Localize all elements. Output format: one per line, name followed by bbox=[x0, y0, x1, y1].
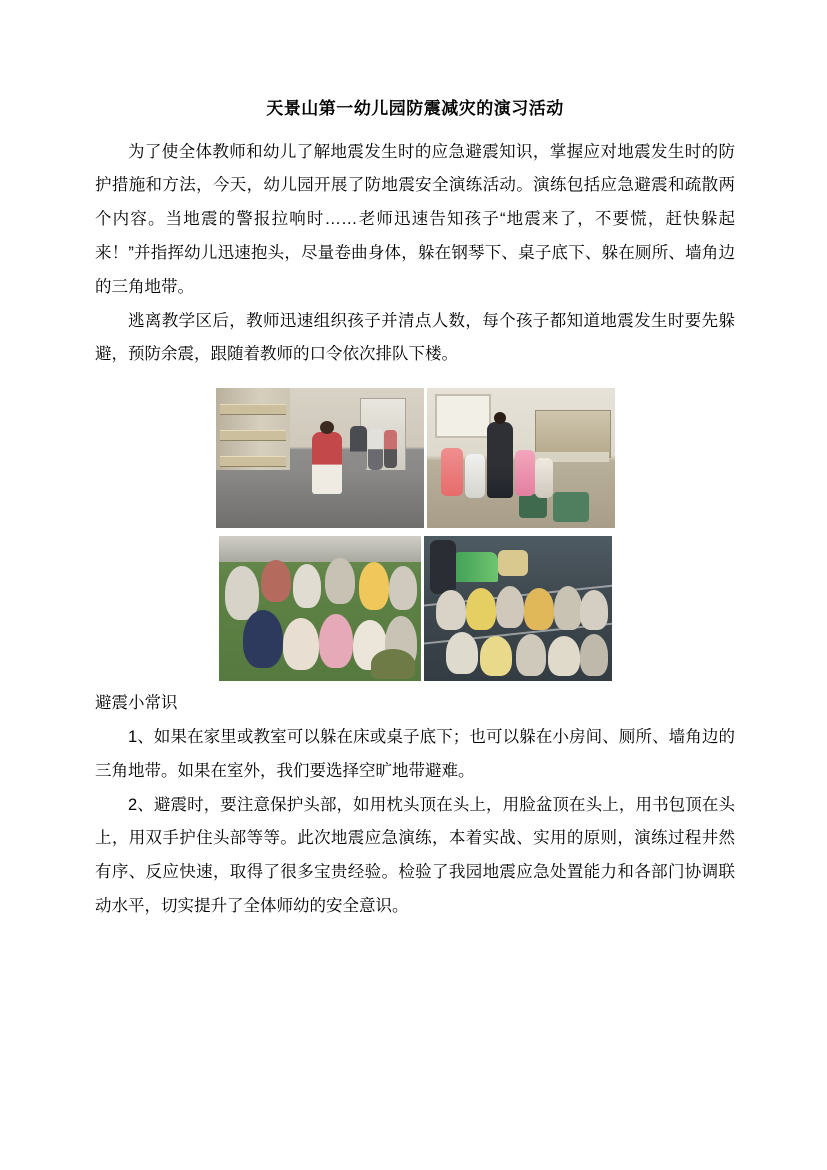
child-figure bbox=[325, 558, 355, 604]
tip-item-1: 1、如果在家里或教室可以躲在床或桌子底下；也可以躲在小房间、厕所、墙角边的三角地带。如果在室外，我们要选择空旷地带避难。 bbox=[95, 728, 735, 780]
shelf-unit bbox=[220, 456, 286, 467]
photo-row-bottom bbox=[95, 536, 735, 681]
child-figure bbox=[580, 634, 608, 676]
teacher-figure bbox=[487, 422, 513, 498]
photo-indoor-crouching bbox=[219, 536, 421, 681]
paragraph-1: 为了使全体教师和幼儿了解地震发生时的应急避震知识，掌握应对地震发生时的防护措施和方法，今天，幼儿园开展了防地震安全演练活动。演练包括应急避震和疏散两个内容。当地震的警报拉响时……老师迅速告知孩子“地震来了，不要慌，赶快躲起来！”并指挥幼儿迅速抱头，尽量卷曲身体，躲在钢琴下、桌子底下、躲在厕所、墙角边的三角地带。 bbox=[95, 142, 735, 296]
child-figure bbox=[436, 590, 466, 630]
child-figure bbox=[480, 636, 512, 676]
shelf-unit bbox=[220, 404, 286, 415]
child-figure bbox=[283, 618, 319, 670]
child-figure bbox=[496, 586, 524, 628]
photo-row-top bbox=[95, 388, 735, 528]
child-figure bbox=[243, 610, 283, 668]
indoor-wall bbox=[219, 536, 421, 562]
child-figure bbox=[446, 632, 478, 674]
child-figure bbox=[548, 636, 580, 676]
classroom-chair bbox=[553, 492, 589, 522]
teacher-figure bbox=[430, 540, 456, 594]
child-figure bbox=[389, 566, 417, 610]
document-body bbox=[95, 96, 735, 924]
child-figure bbox=[466, 588, 496, 630]
child-figure bbox=[359, 562, 389, 610]
photo-corridor-evacuation bbox=[216, 388, 424, 528]
child-figure bbox=[319, 614, 353, 668]
photo-classroom-gathering bbox=[427, 388, 615, 528]
page-title: 天景山第一幼儿园防震减灾的演习活动 bbox=[266, 99, 564, 118]
child-figure bbox=[441, 448, 463, 496]
classroom-cabinet bbox=[535, 410, 611, 458]
child-figure bbox=[384, 430, 397, 468]
child-figure bbox=[580, 590, 608, 630]
shelf-unit bbox=[220, 430, 286, 441]
child-figure bbox=[261, 560, 291, 602]
child-figure bbox=[350, 426, 367, 472]
classroom-window bbox=[435, 394, 491, 438]
playground-equipment bbox=[498, 550, 528, 576]
paragraph-2: 逃离教学区后，教师迅速组织孩子并清点人数，每个孩子都知道地震发生时要先躲避，预防余震，跟随着教师的口令依次排队下楼。 bbox=[95, 311, 735, 364]
photo-gallery bbox=[95, 388, 735, 681]
playground-equipment bbox=[452, 552, 498, 582]
child-figure bbox=[368, 428, 383, 470]
child-figure bbox=[515, 450, 535, 496]
tip-item-2: 2、避震时，要注意保护头部，如用枕头顶在头上，用脸盆顶在头上，用书包顶在头上，用双手护住头部等等。此次地震应急演练，本着实战、实用的原则，演练过程井然有序、反应快速，取得了很多宝贵经验。检验了我园地震应急处置能力和各部门协调联动水平，切实提升了全体师幼的安全意识。 bbox=[95, 795, 735, 916]
child-figure bbox=[535, 458, 553, 498]
photo-outdoor-crouching bbox=[424, 536, 612, 681]
child-figure bbox=[524, 588, 554, 630]
child-figure bbox=[293, 564, 321, 608]
child-figure bbox=[312, 432, 342, 494]
child-figure bbox=[465, 454, 485, 498]
child-figure bbox=[516, 634, 546, 676]
foreground-hand bbox=[371, 649, 415, 679]
tips-heading: 避震小常识 bbox=[95, 694, 178, 713]
child-figure bbox=[554, 586, 582, 630]
